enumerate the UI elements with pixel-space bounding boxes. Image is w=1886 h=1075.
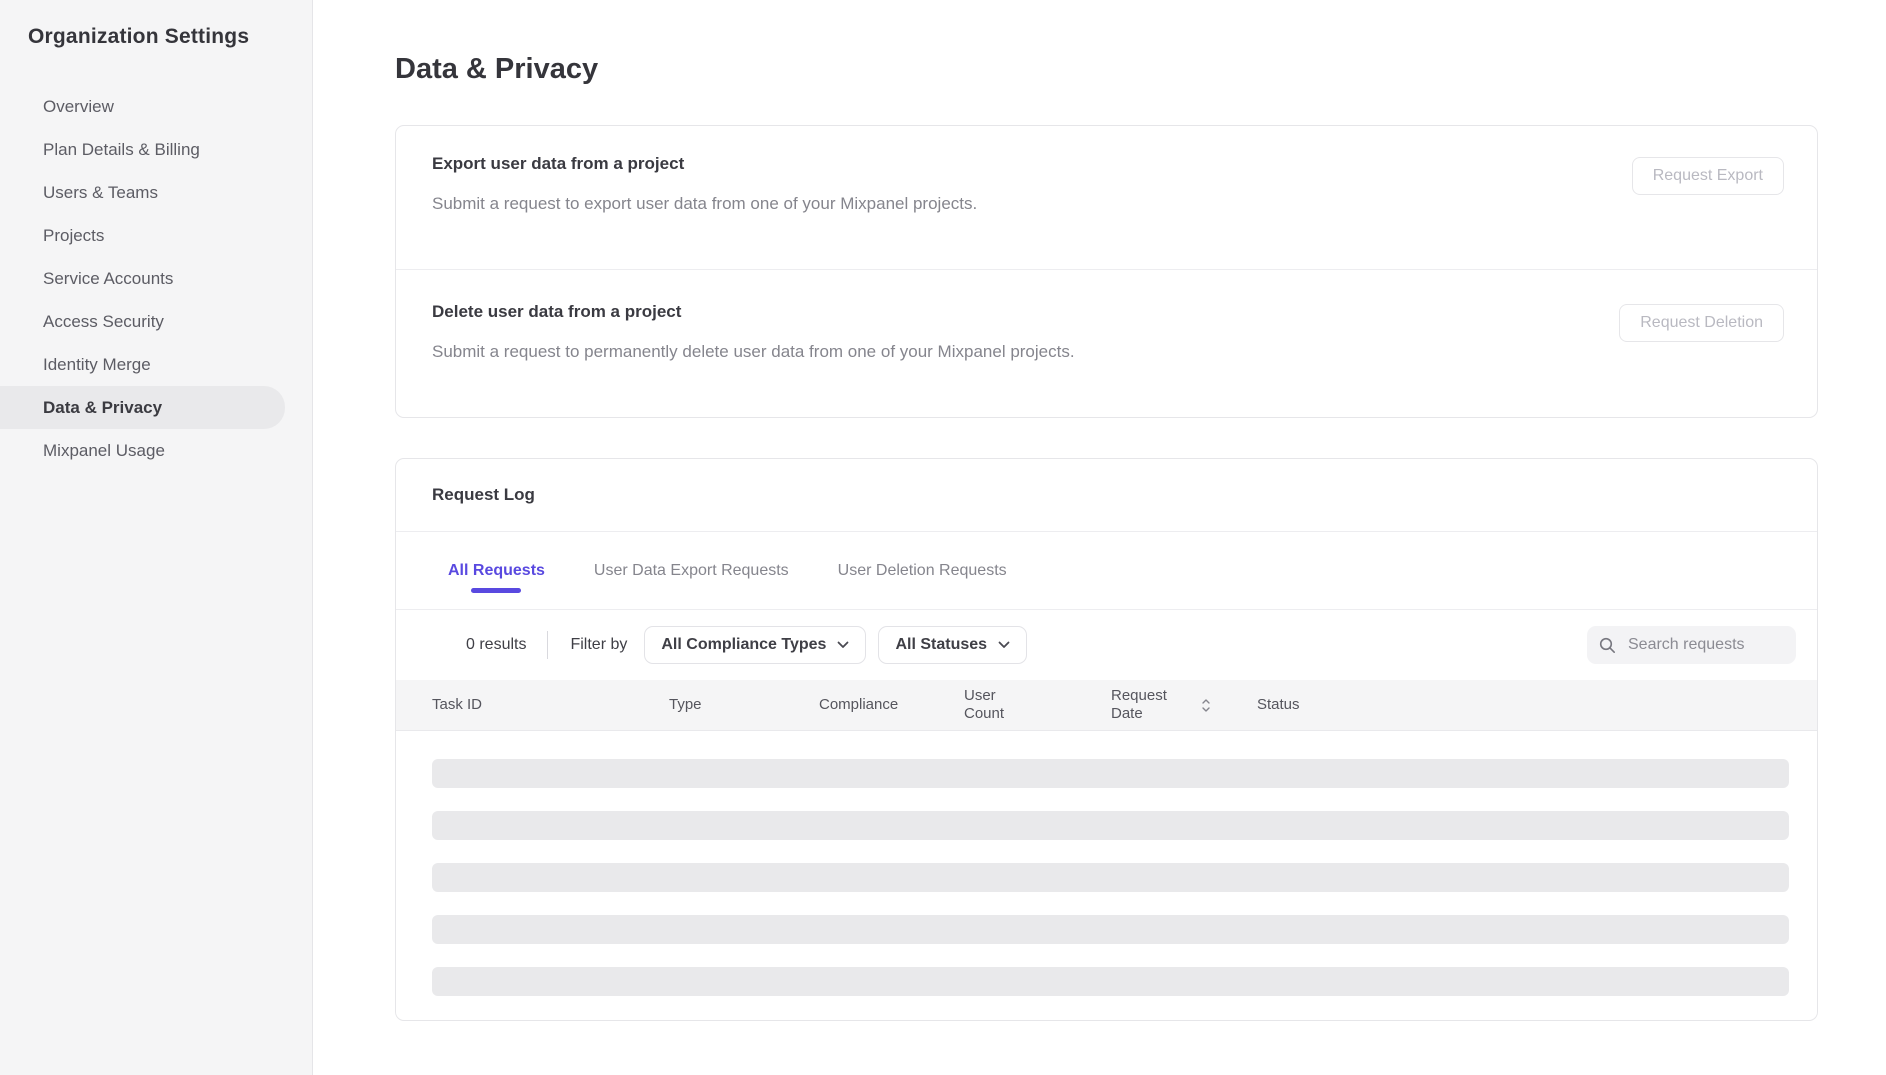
- active-tab-underline: [471, 588, 521, 593]
- request-log-card: [395, 458, 1818, 1021]
- statuses-dropdown-label: All Statuses: [895, 636, 988, 653]
- search-icon: [1599, 637, 1616, 654]
- tab-deletion-requests-label: User Deletion Requests: [837, 561, 1007, 579]
- tab-all-requests-label: All Requests: [448, 561, 545, 579]
- request-log-tabs: [396, 532, 1817, 610]
- tab-export-requests-label: User Data Export Requests: [593, 561, 789, 579]
- statuses-dropdown[interactable]: [878, 626, 1027, 664]
- request-log-header: [396, 459, 1817, 532]
- search-box[interactable]: [1587, 626, 1796, 664]
- request-log-title: Request Log: [432, 485, 535, 504]
- sidebar-title: Organization Settings: [28, 25, 250, 48]
- chevron-down-icon: [837, 641, 849, 649]
- delete-user-data-section: [396, 270, 1817, 417]
- column-header-user-count: User Count: [964, 687, 1005, 722]
- compliance-types-dropdown-label: All Compliance Types: [661, 636, 827, 653]
- export-section-title: Export user data from a project: [432, 154, 685, 173]
- column-header-task-id: Task ID: [432, 696, 483, 713]
- filter-row: [396, 610, 1817, 680]
- export-section-description: Submit a request to export user data from one of your Mixpanel projects.: [432, 194, 978, 213]
- sidebar-item-projects[interactable]: Projects: [43, 225, 105, 245]
- results-count: 0 results: [466, 636, 527, 653]
- column-header-status: Status: [1257, 696, 1300, 713]
- sidebar-item-access-security[interactable]: Access Security: [43, 311, 164, 331]
- skeleton-row: [432, 759, 1789, 788]
- skeleton-row: [432, 915, 1789, 944]
- column-header-type: Type: [669, 696, 702, 713]
- skeleton-row: [432, 811, 1789, 840]
- vertical-divider: [547, 631, 548, 659]
- column-header-compliance: Compliance: [819, 696, 899, 713]
- skeleton-row: [432, 863, 1789, 892]
- chevron-down-icon: [998, 641, 1010, 649]
- skeleton-row: [432, 967, 1789, 996]
- column-header-request-date[interactable]: Request Date: [1111, 687, 1257, 723]
- sidebar-item-data-privacy[interactable]: Data & Privacy: [0, 386, 285, 429]
- request-deletion-button[interactable]: Request Deletion: [1619, 304, 1784, 342]
- sidebar-item-identity-merge[interactable]: Identity Merge: [43, 354, 151, 374]
- filter-by-label: Filter by: [570, 636, 628, 653]
- data-actions-card: [395, 125, 1818, 418]
- sidebar-item-plan-details-billing[interactable]: Plan Details & Billing: [43, 139, 200, 159]
- sidebar-item-users-teams[interactable]: Users & Teams: [43, 182, 158, 202]
- page-title: Data & Privacy: [395, 53, 599, 85]
- request-export-button[interactable]: Request Export: [1632, 157, 1784, 195]
- sort-icon: [1201, 698, 1211, 713]
- delete-section-title: Delete user data from a project: [432, 302, 682, 321]
- loading-rows: [396, 731, 1817, 1020]
- sidebar-nav: [0, 85, 312, 472]
- sidebar: [0, 0, 313, 1075]
- table-header: [396, 680, 1817, 731]
- sidebar-item-overview[interactable]: Overview: [43, 96, 114, 116]
- main-content: [313, 0, 1886, 1075]
- tab-all-requests[interactable]: [448, 532, 545, 609]
- sidebar-item-service-accounts[interactable]: Service Accounts: [43, 268, 174, 288]
- compliance-types-dropdown[interactable]: [644, 626, 866, 664]
- export-user-data-section: [396, 126, 1817, 269]
- tab-user-deletion-requests[interactable]: [838, 532, 1007, 609]
- sidebar-item-mixpanel-usage[interactable]: Mixpanel Usage: [43, 440, 165, 460]
- search-input[interactable]: [1626, 635, 1784, 655]
- delete-section-description: Submit a request to permanently delete user data from one of your Mixpanel projects.: [432, 342, 1075, 361]
- tab-user-data-export-requests[interactable]: [594, 532, 789, 609]
